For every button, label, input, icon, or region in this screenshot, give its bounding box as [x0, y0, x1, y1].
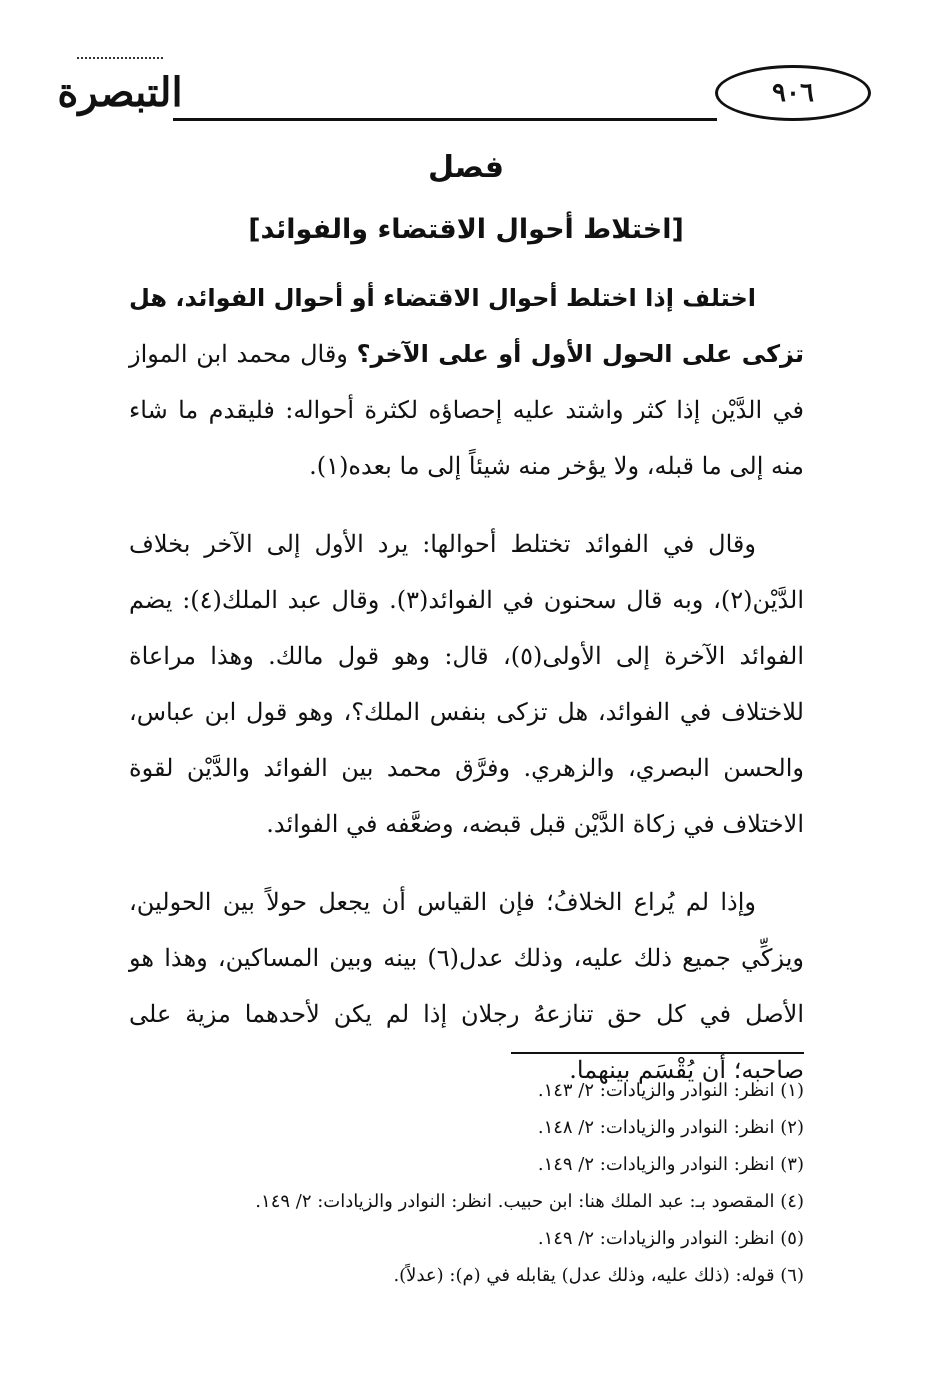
footnote: (٥) انظر: النوادر والزيادات: ٢/ ١٤٩. [537, 1228, 804, 1249]
footnote: (٢) انظر: النوادر والزيادات: ٢/ ١٤٨. [537, 1117, 804, 1138]
paragraph-text: وقال في الفوائد تختلط أحوالها: يرد الأول إلى الآخر بخلاف الدَّيْن(٢)، وبه قال سحنون في الفوائد(٣). وقال عبد الملك(٤): يضم الفوائد الآخرة إلى الأولى(٥)، قال: وهو قول مالك. وهذا مراعاة للاختلاف في الفوائد، هل تزكى بنفس الملك؟، وهو قول ابن عباس، والحسن البصري، والزهري. وفرَّق محمد بين الفوائد والدَّيْن لقوة الاختلاف في زكاة الدَّيْن قبل قبضه، وضعَّفه في الفوائد. [129, 530, 805, 838]
footnote: (١) انظر: النوادر والزيادات: ٢/ ١٤٣. [537, 1080, 804, 1101]
book-title-logo [55, 57, 185, 127]
book-title: التبصرة [57, 68, 183, 116]
page-header [55, 55, 875, 130]
paragraph-text: وإذا لم يُراع الخلافُ؛ فإن القياس أن يجعل حولاً بين الحولين، ويزكِّي جميع ذلك عليه، وذلك عدل(٦) بينه وبين المساكين، وهذا هو الأصل في كل حق تنازعهُ رجلان إذا لم يكن لأحدهما مزية على صاحبه؛ أن يُقْسَم بينهما. [129, 888, 804, 1084]
page-number: ٩٠٦ [772, 78, 814, 108]
main-text [129, 270, 804, 1120]
paragraph [129, 516, 804, 852]
ornament-dots [77, 57, 163, 71]
paragraph [129, 270, 804, 494]
paragraph [129, 874, 804, 1098]
header-rule [173, 118, 717, 121]
page-number-oval [715, 65, 871, 121]
section-subtitle: [اختلاط أحوال الاقتضاء والفوائد] [248, 214, 684, 245]
footnote: (٦) قوله: (ذلك عليه، وذلك عدل) يقابله في (م): (عدلاً). [393, 1265, 804, 1286]
footnote: (٣) انظر: النوادر والزيادات: ٢/ ١٤٩. [537, 1154, 804, 1175]
footnote: (٤) المقصود بـ: عبد الملك هنا: ابن حبيب. انظر: النوادر والزيادات: ٢/ ١٤٩. [255, 1191, 804, 1212]
paragraph-lead: اختلف إذا اختلط أحوال الاقتضاء أو أحوال الفوائد، هل تزكى على الحول الأول أو على الآخر؟ [129, 284, 804, 368]
paragraph-text: وقال محمد ابن المواز في الدَّيْن إذا كثر واشتد عليه إحصاؤه لكثرة أحواله: فليقدم ما شاء منه إلى ما قبله، ولا يؤخر منه شيئاً إلى ما بعده(١). [129, 340, 804, 480]
footnote-separator [511, 1052, 804, 1054]
section-title: فصل [428, 150, 504, 185]
footnotes [129, 1072, 804, 1294]
